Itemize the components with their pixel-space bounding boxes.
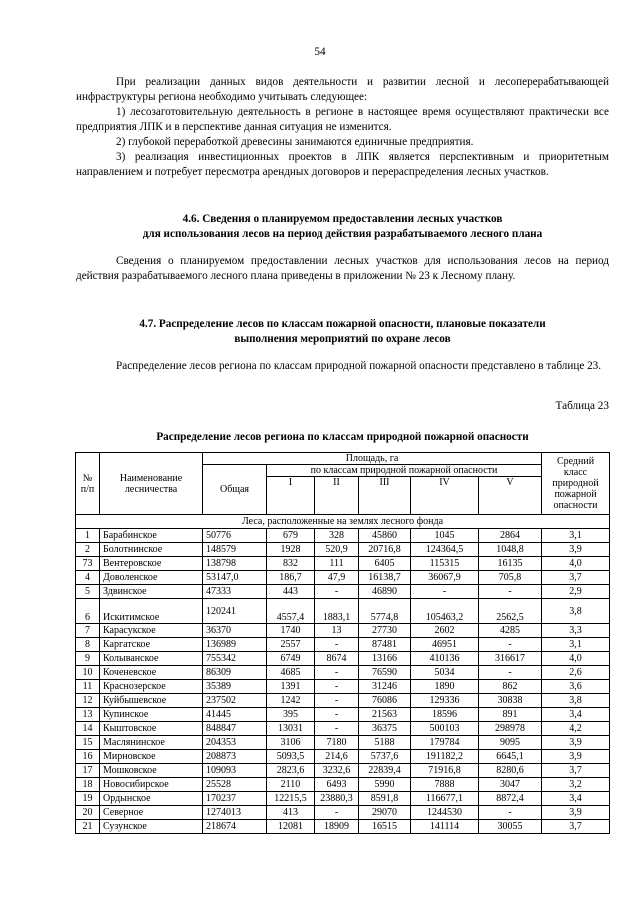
class-1-area: 3106: [267, 736, 315, 750]
header-class-5: V: [479, 477, 542, 515]
class-3-area: 6405: [359, 557, 411, 571]
lesnichestvo-name: Мошковское: [100, 764, 203, 778]
class-3-area: 20716,8: [359, 543, 411, 557]
row-num: 6: [76, 599, 100, 624]
avg-class: 3,7: [542, 820, 610, 834]
table-row: [76, 599, 610, 624]
table-row: [76, 680, 610, 694]
table-row: [76, 722, 610, 736]
lesnichestvo-name: Ордынское: [100, 792, 203, 806]
lesnichestvo-name: Болотнинское: [100, 543, 203, 557]
class-1-area: 395: [267, 708, 315, 722]
class-4-area: 191182,2: [411, 750, 479, 764]
table-row: [76, 543, 610, 557]
page-number: 54: [314, 46, 326, 58]
class-4-area: -: [411, 585, 479, 599]
intro-text: [76, 75, 609, 180]
class-2-area: 520,9: [315, 543, 359, 557]
table-title: Распределение лесов региона по классам природной пожарной опасности: [156, 431, 529, 443]
total-area: 848847: [203, 722, 267, 736]
class-1-area: 2823,6: [267, 764, 315, 778]
total-area: 138798: [203, 557, 267, 571]
class-4-area: 124364,5: [411, 543, 479, 557]
class-2-area: 13: [315, 624, 359, 638]
row-num: 21: [76, 820, 100, 834]
class-4-area: 141114: [411, 820, 479, 834]
class-4-area: 18596: [411, 708, 479, 722]
row-num: 12: [76, 694, 100, 708]
lesnichestvo-name: Каргатское: [100, 638, 203, 652]
intro-paragraph-3: 2) глубокой переработкой древесины занимаются единичные предприятия.: [116, 136, 474, 148]
row-num: 7: [76, 624, 100, 638]
class-1-area: 2110: [267, 778, 315, 792]
section-4-6-body: [76, 254, 609, 284]
class-2-area: 214,6: [315, 750, 359, 764]
class-5-area: 2562,5: [479, 599, 542, 624]
avg-class: 3,1: [542, 529, 610, 543]
total-area: 136989: [203, 638, 267, 652]
table-row: [76, 557, 610, 571]
table-row: [76, 806, 610, 820]
intro-paragraph-2: 1) лесозаготовительную деятельность в регионе в настоящее время осуществляют практически все предприятия ЛПК и в перспективе данная ситуация не изменится.: [76, 106, 609, 133]
class-1-area: 1928: [267, 543, 315, 557]
avg-class: 3,6: [542, 680, 610, 694]
avg-class: 3,4: [542, 792, 610, 806]
class-1-area: 1740: [267, 624, 315, 638]
class-5-area: -: [479, 666, 542, 680]
row-num: 2: [76, 543, 100, 557]
class-4-area: 105463,2: [411, 599, 479, 624]
class-5-area: 9095: [479, 736, 542, 750]
row-num: 5: [76, 585, 100, 599]
total-area: 86309: [203, 666, 267, 680]
avg-class: 3,3: [542, 624, 610, 638]
lesnichestvo-name: Краснозерское: [100, 680, 203, 694]
class-2-area: 3232,6: [315, 764, 359, 778]
lesnichestvo-name: Северное: [100, 806, 203, 820]
total-area: 47333: [203, 585, 267, 599]
class-3-area: 13166: [359, 652, 411, 666]
section-4-7-heading: [76, 317, 609, 347]
section-4-6-text: Сведения о планируемом предоставлении лесных участков для использования лесов на период действия разрабатываемого лесного плана приведены в приложении № 23 к Лесному плану.: [76, 255, 609, 282]
class-2-area: 111: [315, 557, 359, 571]
class-5-area: 891: [479, 708, 542, 722]
row-num: 8: [76, 638, 100, 652]
table-row: [76, 708, 610, 722]
class-5-area: 298978: [479, 722, 542, 736]
table-row: [76, 792, 610, 806]
table-row: [76, 694, 610, 708]
lesnichestvo-name: Доволенское: [100, 571, 203, 585]
class-3-area: 16138,7: [359, 571, 411, 585]
class-5-area: -: [479, 638, 542, 652]
class-4-area: 2602: [411, 624, 479, 638]
section-4-7-title-line1: 4.7. Распределение лесов по классам пожарной опасности, плановые показатели: [139, 318, 546, 330]
class-3-area: 5774,8: [359, 599, 411, 624]
section-4-7-body: [76, 359, 609, 374]
lesnichestvo-name: Искитимское: [100, 599, 203, 624]
class-4-area: 1045: [411, 529, 479, 543]
class-5-area: 8872,4: [479, 792, 542, 806]
class-4-area: 1244530: [411, 806, 479, 820]
header-num: № п/п: [76, 453, 100, 515]
class-5-area: 4285: [479, 624, 542, 638]
intro-paragraph-1: При реализации данных видов деятельности и развитии лесной и лесоперерабатывающей инфраструктуры региона необходимо учитывать следующее:: [76, 76, 609, 103]
class-1-area: 12081: [267, 820, 315, 834]
class-2-area: -: [315, 638, 359, 652]
header-area: Площадь, га: [203, 453, 542, 465]
class-1-area: 5093,5: [267, 750, 315, 764]
table-row: [76, 585, 610, 599]
total-area: 50776: [203, 529, 267, 543]
total-area: 755342: [203, 652, 267, 666]
lesnichestvo-name: Карасукское: [100, 624, 203, 638]
class-3-area: 46890: [359, 585, 411, 599]
lesnichestvo-name: Купинское: [100, 708, 203, 722]
table-row: [76, 750, 610, 764]
class-1-area: 1242: [267, 694, 315, 708]
section-row: Леса, расположенные на землях лесного фонда: [76, 515, 610, 529]
section-4-6-heading: [76, 212, 609, 242]
row-num: 11: [76, 680, 100, 694]
total-area: 120241: [203, 599, 267, 624]
class-4-area: 71916,8: [411, 764, 479, 778]
row-num: 14: [76, 722, 100, 736]
class-3-area: 5737,6: [359, 750, 411, 764]
lesnichestvo-name: Колыванское: [100, 652, 203, 666]
class-5-area: 30838: [479, 694, 542, 708]
avg-class: 3,8: [542, 599, 610, 624]
avg-class: 3,9: [542, 806, 610, 820]
table-row: [76, 529, 610, 543]
section-4-7-text: Распределение лесов региона по классам природной пожарной опасности представлено в таблице 23.: [116, 360, 602, 372]
total-area: 109093: [203, 764, 267, 778]
class-2-area: -: [315, 708, 359, 722]
class-2-area: -: [315, 694, 359, 708]
avg-class: 3,9: [542, 736, 610, 750]
table-row: [76, 666, 610, 680]
row-num: 13: [76, 708, 100, 722]
row-num: 73: [76, 557, 100, 571]
class-4-area: 46951: [411, 638, 479, 652]
avg-class: 2,6: [542, 666, 610, 680]
row-num: 9: [76, 652, 100, 666]
header-name: Наименование лесничества: [100, 453, 203, 515]
table-row: [76, 778, 610, 792]
class-1-area: 1391: [267, 680, 315, 694]
row-num: 15: [76, 736, 100, 750]
table-row: [76, 736, 610, 750]
class-1-area: 12215,5: [267, 792, 315, 806]
class-5-area: 6645,1: [479, 750, 542, 764]
table-row: [76, 571, 610, 585]
class-3-area: 76590: [359, 666, 411, 680]
class-3-area: 27730: [359, 624, 411, 638]
class-1-area: 443: [267, 585, 315, 599]
table-reference: Таблица 23: [555, 400, 609, 412]
row-num: 20: [76, 806, 100, 820]
class-5-area: 2864: [479, 529, 542, 543]
class-4-area: 179784: [411, 736, 479, 750]
class-2-area: 47,9: [315, 571, 359, 585]
avg-class: 2,9: [542, 585, 610, 599]
lesnichestvo-name: Куйбышевское: [100, 694, 203, 708]
class-2-area: 23880,3: [315, 792, 359, 806]
class-2-area: -: [315, 722, 359, 736]
class-1-area: 4557,4: [267, 599, 315, 624]
total-area: 35389: [203, 680, 267, 694]
table-row: [76, 652, 610, 666]
lesnichestvo-name: Новосибирское: [100, 778, 203, 792]
header-total: Общая: [203, 465, 267, 515]
class-5-area: 3047: [479, 778, 542, 792]
class-2-area: -: [315, 585, 359, 599]
class-1-area: 413: [267, 806, 315, 820]
class-5-area: 8280,6: [479, 764, 542, 778]
class-3-area: 21563: [359, 708, 411, 722]
class-2-area: 1883,1: [315, 599, 359, 624]
total-area: 1274013: [203, 806, 267, 820]
lesnichestvo-name: Кыштовское: [100, 722, 203, 736]
class-5-area: 705,8: [479, 571, 542, 585]
avg-class: 3,1: [542, 638, 610, 652]
class-3-area: 87481: [359, 638, 411, 652]
class-2-area: 8674: [315, 652, 359, 666]
header-class-3: III: [359, 477, 411, 515]
avg-class: 3,2: [542, 778, 610, 792]
class-3-area: 22839,4: [359, 764, 411, 778]
avg-class: 3,7: [542, 764, 610, 778]
lesnichestvo-name: Вентеровское: [100, 557, 203, 571]
row-num: 17: [76, 764, 100, 778]
class-4-area: 410136: [411, 652, 479, 666]
lesnichestvo-name: Маслянинское: [100, 736, 203, 750]
class-3-area: 31246: [359, 680, 411, 694]
class-4-area: 5034: [411, 666, 479, 680]
total-area: 41445: [203, 708, 267, 722]
class-2-area: 6493: [315, 778, 359, 792]
class-3-area: 5188: [359, 736, 411, 750]
section-4-7-title-line2: выполнения мероприятий по охране лесов: [234, 333, 451, 345]
class-3-area: 29070: [359, 806, 411, 820]
class-5-area: 16135: [479, 557, 542, 571]
class-1-area: 6749: [267, 652, 315, 666]
class-4-area: 500103: [411, 722, 479, 736]
class-3-area: 8591,8: [359, 792, 411, 806]
lesnichestvo-name: Сузунское: [100, 820, 203, 834]
header-avg-class: Средний класс природной пожарной опасности: [542, 453, 610, 515]
class-5-area: 30055: [479, 820, 542, 834]
class-5-area: 862: [479, 680, 542, 694]
class-2-area: 7180: [315, 736, 359, 750]
class-1-area: 4685: [267, 666, 315, 680]
class-2-area: 328: [315, 529, 359, 543]
class-2-area: -: [315, 666, 359, 680]
class-1-area: 186,7: [267, 571, 315, 585]
header-by-class: по классам природной пожарной опасности: [267, 465, 542, 477]
class-4-area: 115315: [411, 557, 479, 571]
lesnichestvo-name: Коченевское: [100, 666, 203, 680]
lesnichestvo-name: Здвинское: [100, 585, 203, 599]
row-num: 4: [76, 571, 100, 585]
class-4-area: 7888: [411, 778, 479, 792]
total-area: 36370: [203, 624, 267, 638]
table-row: [76, 624, 610, 638]
section-4-6-title-line1: 4.6. Сведения о планируемом предоставлении лесных участков: [182, 213, 503, 225]
class-3-area: 5990: [359, 778, 411, 792]
class-1-area: 832: [267, 557, 315, 571]
total-area: 53147,0: [203, 571, 267, 585]
class-3-area: 45860: [359, 529, 411, 543]
class-1-area: 679: [267, 529, 315, 543]
class-3-area: 16515: [359, 820, 411, 834]
class-1-area: 2557: [267, 638, 315, 652]
lesnichestvo-name: Барабинское: [100, 529, 203, 543]
avg-class: 3,9: [542, 750, 610, 764]
class-3-area: 76086: [359, 694, 411, 708]
fire-danger-table: [75, 452, 610, 834]
total-area: 25528: [203, 778, 267, 792]
intro-paragraph-4: 3) реализация инвестиционных проектов в ЛПК является перспективным и приоритетным направлением и потребует пересмотра арендных договоров и перераспределения лесных участков.: [76, 151, 609, 178]
avg-class: 4,0: [542, 557, 610, 571]
row-num: 16: [76, 750, 100, 764]
class-2-area: -: [315, 806, 359, 820]
class-4-area: 129336: [411, 694, 479, 708]
header-class-4: IV: [411, 477, 479, 515]
class-3-area: 36375: [359, 722, 411, 736]
class-2-area: 18909: [315, 820, 359, 834]
total-area: 148579: [203, 543, 267, 557]
total-area: 170237: [203, 792, 267, 806]
class-4-area: 116677,1: [411, 792, 479, 806]
row-num: 19: [76, 792, 100, 806]
avg-class: 3,4: [542, 708, 610, 722]
class-4-area: 1890: [411, 680, 479, 694]
class-4-area: 36067,9: [411, 571, 479, 585]
class-1-area: 13031: [267, 722, 315, 736]
class-5-area: 316617: [479, 652, 542, 666]
row-num: 18: [76, 778, 100, 792]
lesnichestvo-name: Мирновское: [100, 750, 203, 764]
table-row: [76, 638, 610, 652]
avg-class: 3,9: [542, 543, 610, 557]
total-area: 204353: [203, 736, 267, 750]
row-num: 1: [76, 529, 100, 543]
total-area: 218674: [203, 820, 267, 834]
table-row: [76, 764, 610, 778]
header-class-1: I: [267, 477, 315, 515]
total-area: 237502: [203, 694, 267, 708]
class-2-area: -: [315, 680, 359, 694]
table-row: [76, 820, 610, 834]
avg-class: 3,8: [542, 694, 610, 708]
row-num: 10: [76, 666, 100, 680]
avg-class: 4,2: [542, 722, 610, 736]
class-5-area: -: [479, 806, 542, 820]
total-area: 208873: [203, 750, 267, 764]
avg-class: 4,0: [542, 652, 610, 666]
class-5-area: 1048,8: [479, 543, 542, 557]
class-5-area: -: [479, 585, 542, 599]
avg-class: 3,7: [542, 571, 610, 585]
section-4-6-title-line2: для использования лесов на период действия разрабатываемого лесного плана: [142, 228, 543, 240]
header-class-2: II: [315, 477, 359, 515]
